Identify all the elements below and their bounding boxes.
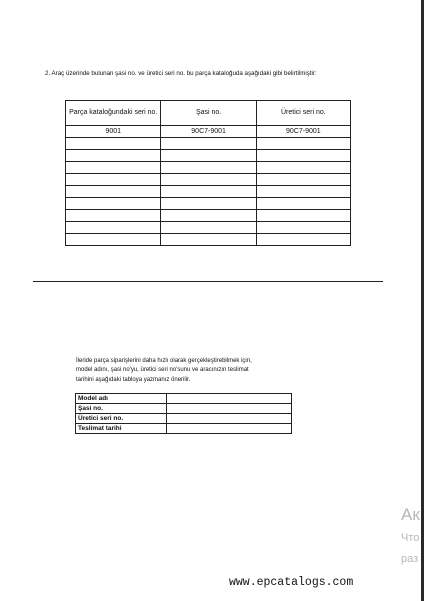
table-cell — [66, 222, 161, 234]
table-cell — [161, 150, 256, 162]
table-row — [66, 138, 351, 150]
table-cell — [256, 210, 350, 222]
table-cell — [66, 186, 161, 198]
header-chassis-no: Şasi no. — [161, 101, 256, 126]
model-name-label: Model adı — [76, 394, 167, 404]
table-row — [66, 126, 351, 138]
table-row — [66, 162, 351, 174]
chassis-no-field — [167, 404, 292, 414]
delivery-date-label: Teslimat tarihi — [76, 424, 167, 434]
note-line: İleride parça siparişlerini daha hızlı olarak gerçekleştirebilmek için, — [76, 358, 252, 364]
table-cell — [256, 138, 350, 150]
model-name-field — [167, 394, 292, 404]
table-cell — [256, 186, 350, 198]
table-cell — [256, 174, 350, 186]
table-cell — [256, 234, 350, 246]
table-cell — [161, 138, 256, 150]
intro-text: 2. Araç üzerinde bulunan şasi no. ve üretici seri no. bu parça kataloğuda aşağıdaki gibi belirtilmiştir: — [45, 70, 317, 77]
table-cell: 9001 — [66, 126, 161, 138]
table-cell — [66, 198, 161, 210]
table-row — [76, 414, 292, 424]
note-line: tarihini aşağıdaki tabloya yazmanız önerilir. — [76, 376, 191, 383]
table-cell — [161, 174, 256, 186]
header-manufacturer-serial: Üretici seri no. — [256, 101, 350, 126]
table-cell — [66, 162, 161, 174]
table-cell — [256, 198, 350, 210]
table-cell — [161, 198, 256, 210]
note-line: model adını, şasi no'yu, üretici seri no'sunu ve aracınızın teslimat — [76, 367, 249, 374]
table-cell — [66, 138, 161, 150]
chassis-no-label: Şasi no. — [76, 404, 167, 414]
footer-url: www.epcatalogs.com — [229, 576, 354, 589]
table-cell — [256, 222, 350, 234]
table-row — [66, 198, 351, 210]
table-row — [66, 186, 351, 198]
table-cell — [161, 222, 256, 234]
header-catalog-serial: Parça kataloğundaki seri no. — [66, 101, 161, 126]
table-row — [66, 174, 351, 186]
table-cell — [161, 186, 256, 198]
table-cell: 90C7-9001 — [161, 126, 256, 138]
table-row — [66, 222, 351, 234]
delivery-date-field — [167, 424, 292, 434]
manufacturer-serial-label: Üretici seri no. — [76, 414, 167, 424]
table-row — [66, 150, 351, 162]
manufacturer-serial-field — [167, 414, 292, 424]
table-row — [66, 210, 351, 222]
table-row — [76, 424, 292, 434]
table-cell — [66, 234, 161, 246]
activation-watermark-line: раз — [401, 553, 419, 565]
activation-watermark-line: Что — [401, 532, 420, 544]
section-divider — [33, 281, 383, 282]
table-cell: 90C7-9001 — [256, 126, 350, 138]
table-header-row — [66, 101, 351, 126]
table-cell — [66, 174, 161, 186]
recommendation-note — [76, 357, 306, 385]
serial-number-table — [65, 100, 351, 246]
table-cell — [161, 162, 256, 174]
table-row — [66, 234, 351, 246]
table-cell — [256, 150, 350, 162]
table-cell — [66, 210, 161, 222]
table-row — [76, 404, 292, 414]
vehicle-info-table — [75, 393, 292, 434]
table-cell — [256, 162, 350, 174]
table-row — [76, 394, 292, 404]
table-cell — [161, 210, 256, 222]
activation-watermark-title: Ак — [401, 505, 420, 524]
table-cell — [66, 150, 161, 162]
table-cell — [161, 234, 256, 246]
